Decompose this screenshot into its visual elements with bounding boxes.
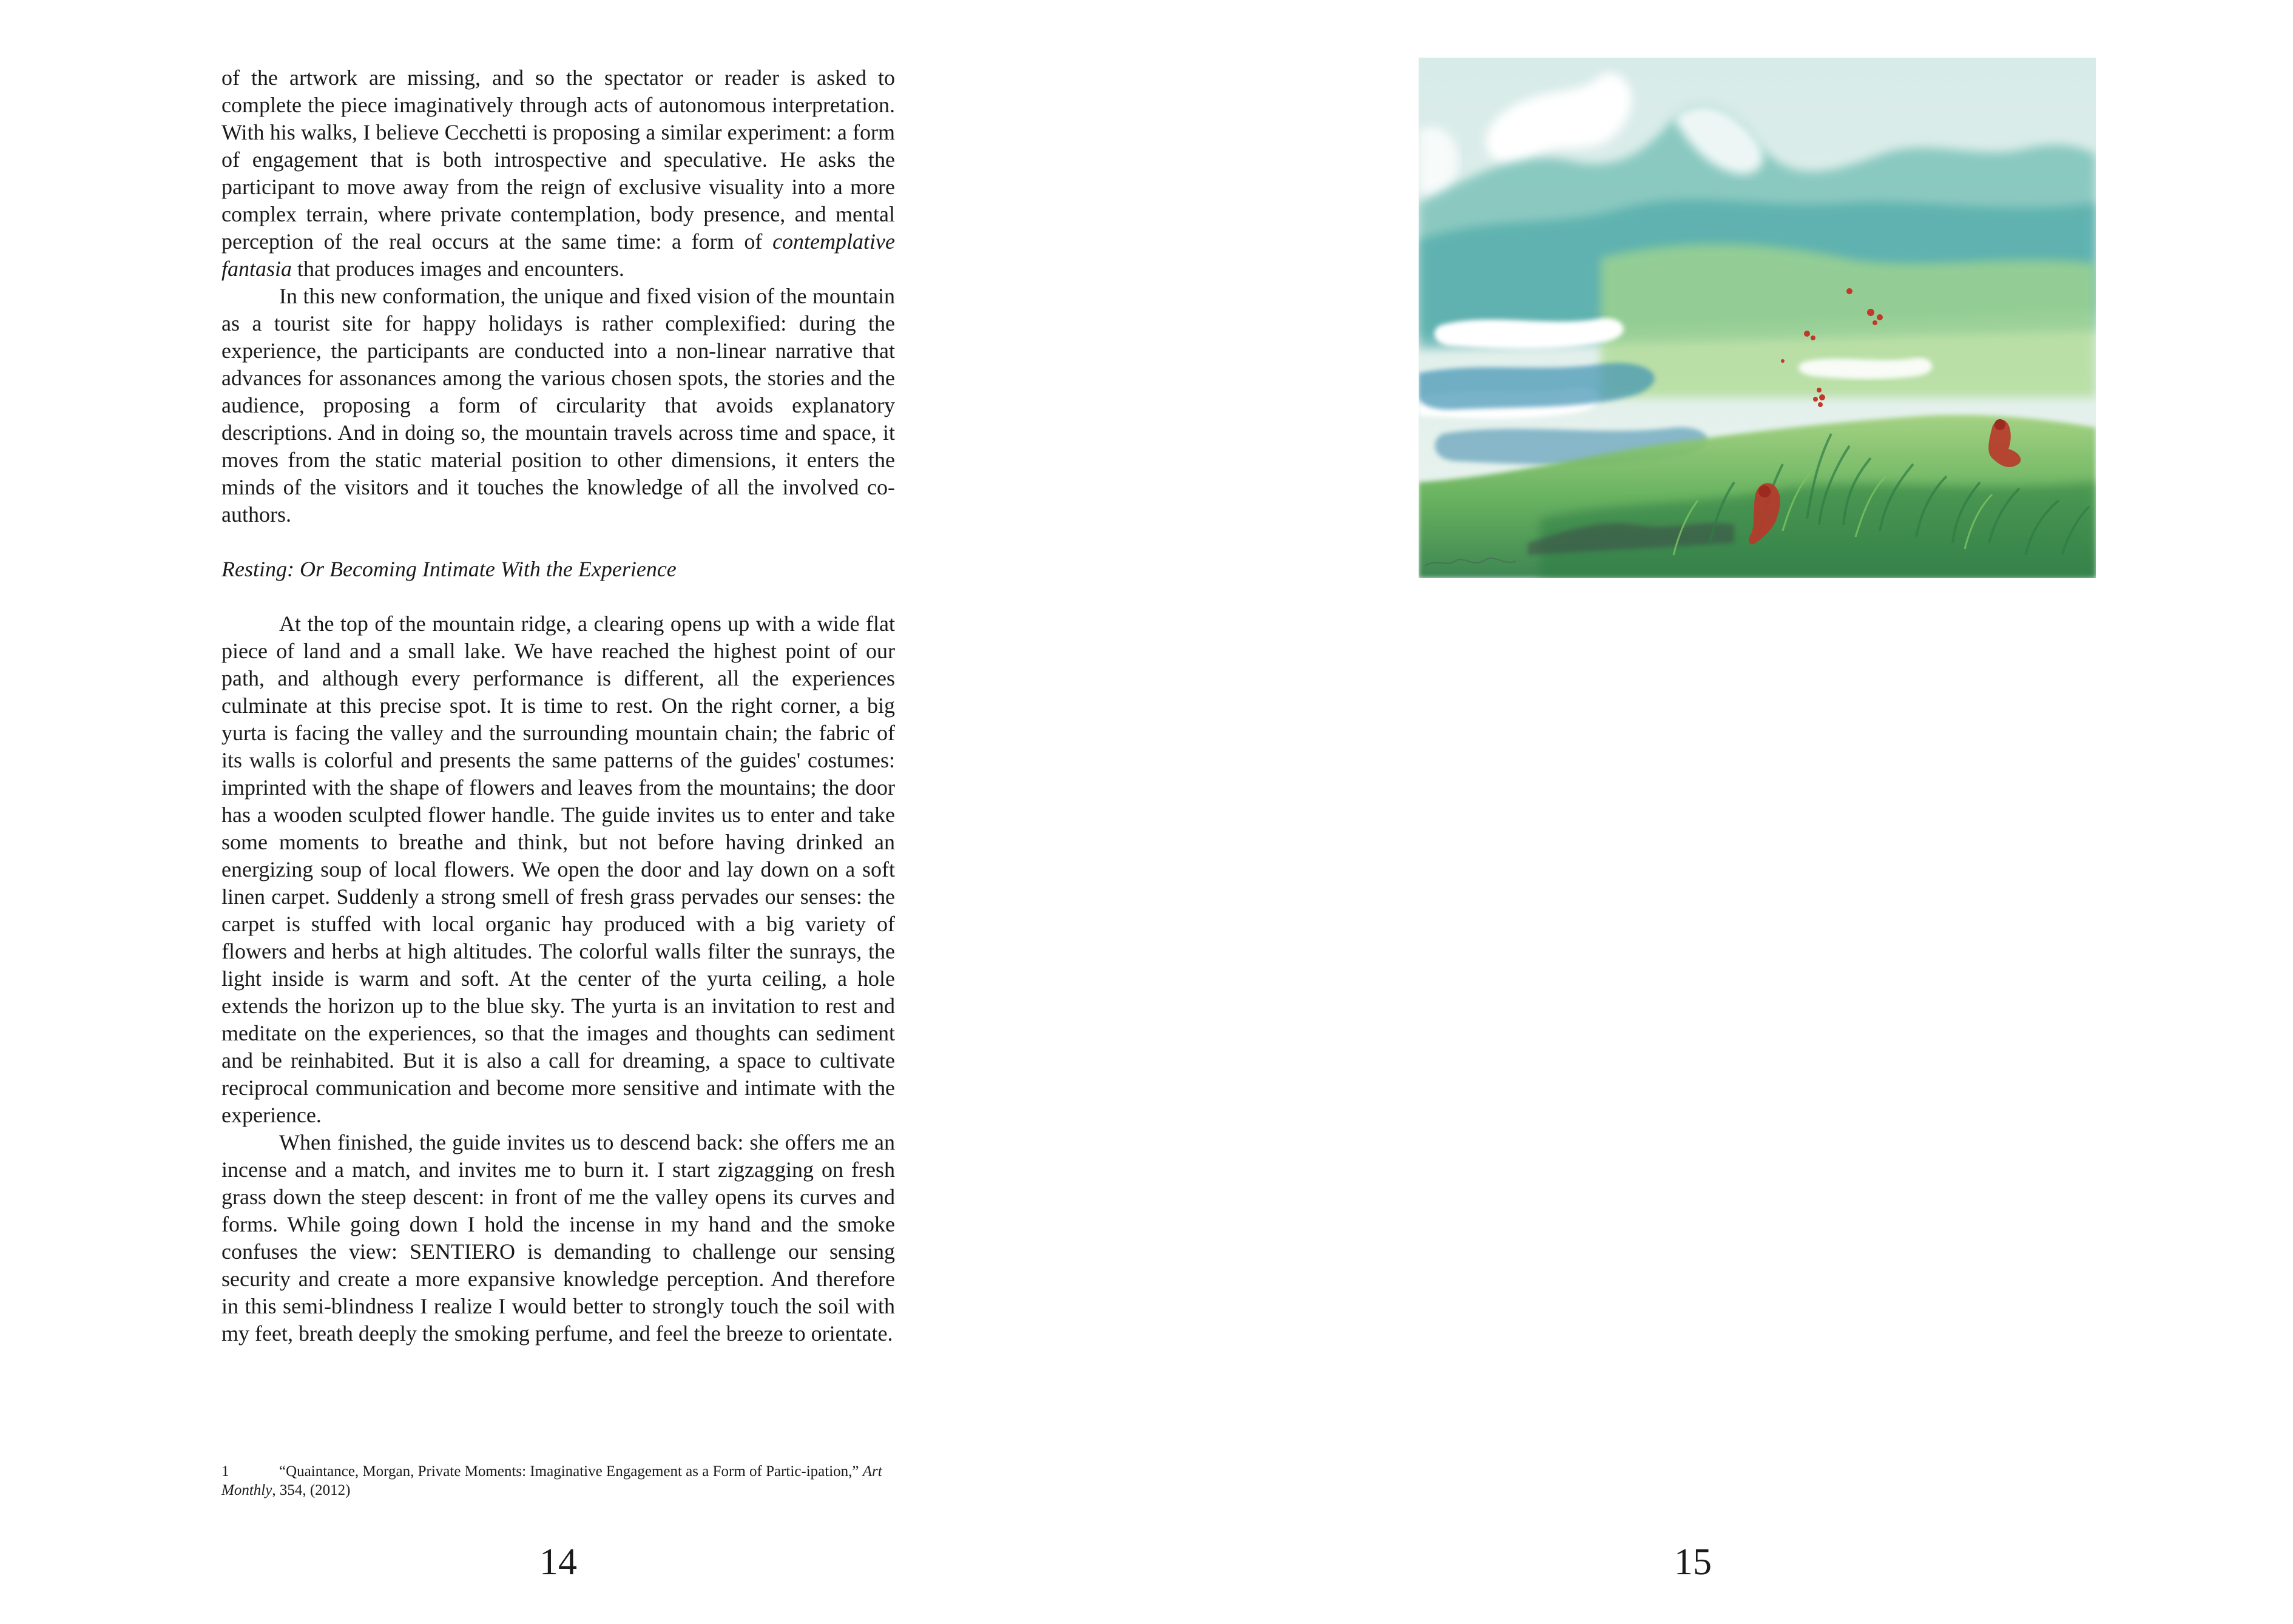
watercolor-illustration [1419, 58, 2096, 578]
paragraph-1-italic-term: contemplative fantasia [221, 229, 895, 281]
footnote [221, 1462, 895, 1500]
watercolor-mountain-meadow-image [1419, 58, 2096, 578]
section-heading: Resting: Or Becoming Intimate With the Experience [221, 557, 677, 581]
paragraph-1-text-b: that produces images and encounters. [292, 257, 624, 281]
paragraph-3: At the top of the mountain ridge, a clearing opens up with a wide flat piece of land and a small lake. We have reached the highest point of our path, and although every performance is different, all the experiences culminate at this precise spot. It is time to rest. On the right corner, a big yurta is facing the valley and the surrounding mountain chain; the fabric of its walls is colorful and presents the same patterns of the guides' costumes: imprinted with the shape of flowers and leaves from the mountains; the door has a wooden sculpted flower handle. The guide invites us to enter and take some moments to breathe and think, but not before having drinked an energizing soup of local flowers. We open the door and lay down on a soft linen carpet. Suddenly a strong smell of fresh grass pervades our senses: the carpet is stuffed with local organic hay produced with a big variety of flowers and herbs at high altitudes. The colorful walls filter the sunrays, the light inside is warm and soft. At the center of the yurta ceiling, a hole extends the horizon up to the blue sky. The yurta is an invitation to rest and meditate on the experiences, so that the images and thoughts can sediment and be reinhabited. But it is also a call for dreaming, a space to cultivate reciprocal communication and become more sensitive and intimate with the experience. [221, 612, 895, 1127]
spacer [221, 583, 895, 610]
paragraph-1 [221, 64, 895, 283]
footnote-journal: Art Monthly [221, 1463, 882, 1498]
page-number-right: 15 [1674, 1541, 1712, 1583]
page-number-left: 14 [539, 1541, 577, 1583]
paragraph-2: In this new conformation, the unique and fixed vision of the mountain as a tourist site for happy holidays is rather complexified: during the experience, the participants are conducted into a non-linear narrative that advances for assonances among the various chosen spots, the stories and the audience, proposing a form of circularity that avoids explanatory descriptions. And in doing so, the mountain travels across time and space, it moves from the static material position to other dimensions, it enters the minds of the visitors and it touches the knowledge of all the involved co-authors. [221, 284, 895, 527]
paragraph-1-text-a: of the artwork are missing, and so the spectator or reader is asked to complete the piece imaginatively through acts of autonomous interpretation. With his walks, I believe Cecchetti is proposing a similar experiment: a form of engagement that is both introspective and speculative. He asks the participant to move away from the reign of exclusive visuality into a more complex terrain, where private contemplation, body presence, and mental perception of the real occurs at the same time: a form of [221, 66, 895, 254]
left-page [0, 0, 1146, 1624]
right-page [1147, 0, 2293, 1624]
footnote-text-a: “Quaintance, Morgan, Private Moments: Imaginative Engagement as a Form of Partic-ipation,” [279, 1463, 863, 1480]
body-text-column [221, 64, 895, 1347]
spacer [221, 528, 895, 556]
footnote-number: 1 [221, 1463, 229, 1480]
footnote-text-b: , 354, (2012) [272, 1482, 351, 1498]
mist-band [1798, 358, 1932, 379]
paragraph-4: When finished, the guide invites us to descend back: she offers me an incense and a match, and invites me to burn it. I start zigzagging on fresh grass down the steep descent: in front of me the valley opens its curves and forms. While going down I hold the incense in my hand and the smoke confuses the view: SENTIERO is demanding to challenge our sensing security and create a more expansive knowledge perception. And therefore in this semi-blindness I realize I would better to strongly touch the soil with my feet, breath deeply the smoking perfume, and feel the breeze to orientate. [221, 1130, 895, 1346]
